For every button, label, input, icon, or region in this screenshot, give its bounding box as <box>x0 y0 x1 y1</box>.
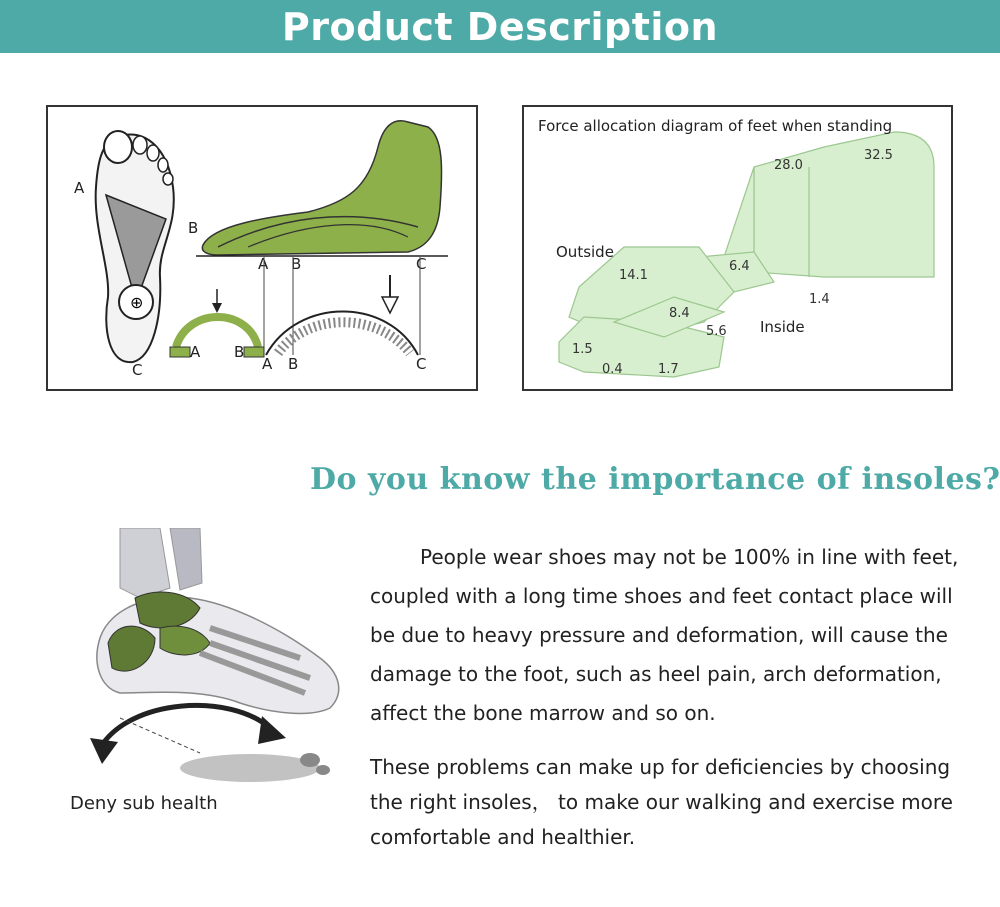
page-title: Product Description <box>281 4 719 49</box>
label-a: A <box>74 179 85 197</box>
arch-label-a: A <box>258 255 269 273</box>
arch-label-b: B <box>291 255 302 273</box>
importance-heading: Do you know the importance of insoles? <box>310 462 1000 497</box>
foot-bone-icon <box>60 528 350 788</box>
large-arch-label-a: A <box>262 355 273 373</box>
force-value-arch: 1.4 <box>809 292 830 307</box>
header-banner <box>0 0 1000 53</box>
foot-arch-diagram <box>46 105 478 391</box>
svg-text:⊕: ⊕ <box>130 293 144 312</box>
force-value-heel-inner: 32.5 <box>864 148 893 163</box>
outside-label: Outside <box>556 243 614 261</box>
force-allocation-illustration <box>524 107 951 389</box>
force-allocation-diagram <box>522 105 953 391</box>
label-c: C <box>132 361 143 379</box>
force-value-heel-outer: 28.0 <box>774 158 803 173</box>
force-value-ball: 8.4 <box>669 306 690 321</box>
inside-label: Inside <box>760 318 805 336</box>
force-value-outside-forefoot: 14.1 <box>619 268 648 283</box>
label-b: B <box>188 219 199 237</box>
small-arch-label-b: B <box>234 343 245 361</box>
force-value-small-toes: 1.5 <box>572 342 593 357</box>
large-arch-label-b: B <box>288 355 299 373</box>
foot-arch-illustration <box>48 107 476 389</box>
small-arch-label-a: A <box>190 343 201 361</box>
foot-caption: Deny sub health <box>70 793 218 814</box>
foot-skeleton-illustration <box>60 528 350 792</box>
force-diagram-title: Force allocation diagram of feet when standing <box>538 117 893 135</box>
force-value-inside-forefoot: 5.6 <box>706 324 727 339</box>
importance-paragraph-2: These problems can make up for deficiencies by choosing the right insoles， to make our walking and exercise more comfortable and healthier. <box>370 755 953 849</box>
force-value-middle-toes: 0.4 <box>602 362 623 377</box>
force-value-big-toe: 1.7 <box>658 362 679 377</box>
importance-paragraph-1: People wear shoes may not be 100% in line with feet, coupled with a long time shoes and feet contact place will be due to heavy pressure and deformation, will cause the damage to the foot, such as heel pain, arch deformation, affect the bone marrow and so on. <box>370 545 959 725</box>
large-arch-label-c: C <box>416 355 427 373</box>
arch-label-c: C <box>416 255 427 273</box>
force-value-midfoot: 6.4 <box>729 259 750 274</box>
